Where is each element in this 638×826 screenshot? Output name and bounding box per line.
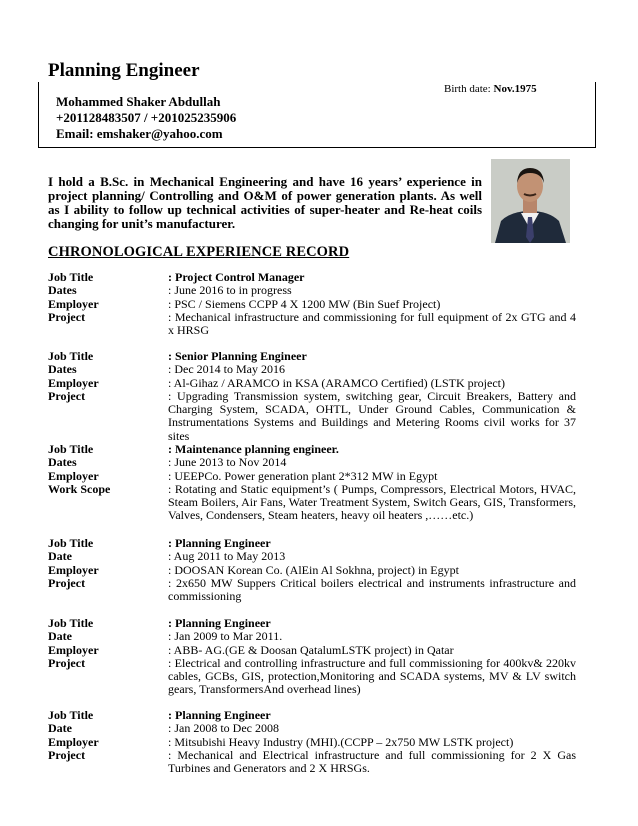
experience-entry	[48, 443, 576, 523]
field-label: Employer	[48, 375, 99, 390]
experience-row	[48, 736, 576, 749]
experience-entry	[48, 350, 576, 443]
field-label: Job Title	[48, 442, 94, 456]
field-value: : Project Control Manager	[168, 270, 305, 284]
field-value: : Upgrading Transmission system, switching gear, Circuit Breakers, Battery and Charging System, SCADA, OHTL, Under Ground Cables, Communication & Instrumentations Systems and Buildings and Metering Rooms civil works for 37 sites	[168, 388, 576, 443]
experience-row	[48, 350, 576, 363]
field-label: Project	[48, 388, 86, 403]
experience-row	[48, 749, 576, 776]
field-label: Dates	[48, 362, 77, 377]
field-label: Job Title	[48, 708, 94, 722]
field-label: Dates	[48, 455, 77, 470]
profile-summary: I hold a B.Sc. in Mechanical Engineering and have 16 years’ experience in project planning/ Controlling and O&M of power generation plants. As well as I ability to follow up technical activities of super-heater and Re-heat coils changing for unit’s manufacturer.	[48, 174, 482, 231]
field-label: Job Title	[48, 349, 94, 363]
field-value: : Senior Planning Engineer	[168, 349, 307, 363]
field-label: Project	[48, 655, 86, 670]
experience-row	[48, 483, 576, 523]
birth-date	[444, 83, 537, 95]
field-value: : Dec 2014 to May 2016	[168, 362, 285, 377]
field-value: : Planning Engineer	[168, 616, 271, 630]
experience-row	[48, 363, 576, 376]
phone-numbers: +201128483507 / +201025235906	[56, 110, 237, 125]
email-address: Email: emshaker@yahoo.com	[56, 126, 223, 141]
birth-label: Birth date:	[444, 83, 491, 95]
field-value: : Aug 2011 to May 2013	[168, 549, 286, 564]
field-value: : Electrical and controlling infrastructure and full commissioning for 400kv& 220kv cables, GCBs, GIS, protection,Monitoring and SCADA systems, MV & LV switch gears, TransformersAnd overhead lines)	[168, 655, 576, 697]
field-value: : DOOSAN Korean Co. (AlEin Al Sokhna, project) in Egypt	[168, 562, 459, 577]
field-value: : 2x650 MW Suppers Critical boilers electrical and instruments infrastructure and commissioning	[168, 575, 576, 604]
resume-title: Planning Engineer	[48, 60, 200, 81]
experience-row	[48, 657, 576, 697]
experience-row	[48, 617, 576, 630]
field-value: : Jan 2009 to Mar 2011.	[168, 629, 283, 644]
field-label: Date	[48, 629, 72, 644]
experience-row	[48, 377, 576, 390]
field-value: : Rotating and Static equipment’s ( Pumps, Compressors, Electrical Motors, HVAC, Steam Boilers, Air Fans, Water Treatment System, Switch Gears, GIS, Transformers, Valves, Condensers, Steam heaters, heavy oil heaters ,……etc.)	[168, 481, 576, 523]
field-label: Job Title	[48, 616, 94, 630]
experience-row	[48, 271, 576, 284]
field-label: Employer	[48, 468, 99, 483]
experience-row	[48, 722, 576, 735]
field-value: : Jan 2008 to Dec 2008	[168, 721, 279, 736]
field-value: : Mitsubishi Heavy Industry (MHI).(CCPP – 2x750 MW LSTK project)	[168, 734, 514, 749]
experience-row	[48, 311, 576, 338]
field-value: : UEEPCo. Power generation plant 2*312 MW in Egypt	[168, 468, 438, 483]
field-label: Employer	[48, 562, 99, 577]
field-label: Date	[48, 549, 72, 564]
experience-row	[48, 456, 576, 469]
experience-row	[48, 630, 576, 643]
experience-row	[48, 443, 576, 456]
field-value: : Mechanical infrastructure and commissioning for full equipment of 2x GTG and 4 x HRSG	[168, 309, 576, 338]
field-value: : Al-Gihaz / ARAMCO in KSA (ARAMCO Certified) (LSTK project)	[168, 375, 505, 390]
field-value: : Planning Engineer	[168, 536, 271, 550]
candidate-name: Mohammed Shaker Abdullah	[56, 94, 221, 109]
experience-row	[48, 390, 576, 443]
experience-row	[48, 577, 576, 604]
section-title: CHRONOLOGICAL EXPERIENCE RECORD	[48, 244, 350, 260]
birth-value: Nov.1975	[493, 83, 537, 95]
field-label: Project	[48, 309, 86, 324]
experience-row	[48, 470, 576, 483]
experience-row	[48, 709, 576, 722]
field-label: Job Title	[48, 536, 94, 550]
field-label: Date	[48, 721, 72, 736]
field-value: : Planning Engineer	[168, 708, 271, 722]
field-value: : June 2013 to Nov 2014	[168, 455, 287, 470]
experience-row	[48, 644, 576, 657]
experience-row	[48, 564, 576, 577]
field-label: Dates	[48, 283, 77, 298]
field-label: Employer	[48, 734, 99, 749]
field-label: Project	[48, 575, 86, 590]
experience-row	[48, 284, 576, 297]
experience-entry	[48, 617, 576, 697]
field-label: Project	[48, 747, 86, 762]
field-value: : Maintenance planning engineer.	[168, 442, 339, 456]
experience-entry	[48, 537, 576, 603]
field-value: : June 2016 to in progress	[168, 283, 292, 298]
field-label: Employer	[48, 296, 99, 311]
field-label: Employer	[48, 642, 99, 657]
field-label: Work Scope	[48, 481, 111, 496]
experience-entry	[48, 271, 576, 337]
field-value: : Mechanical and Electrical infrastructure and full commissioning for 2 X Gas Turbines and Generators and 2 X HRSGs.	[168, 747, 576, 776]
experience-entry	[48, 709, 576, 775]
field-value: : PSC / Siemens CCPP 4 X 1200 MW (Bin Suef Project)	[168, 296, 441, 311]
experience-row	[48, 550, 576, 563]
field-value: : ABB- AG.(GE & Doosan QatalumLSTK project) in Qatar	[168, 642, 454, 657]
experience-row	[48, 298, 576, 311]
field-label: Job Title	[48, 270, 94, 284]
experience-row	[48, 537, 576, 550]
profile-photo	[491, 159, 570, 243]
